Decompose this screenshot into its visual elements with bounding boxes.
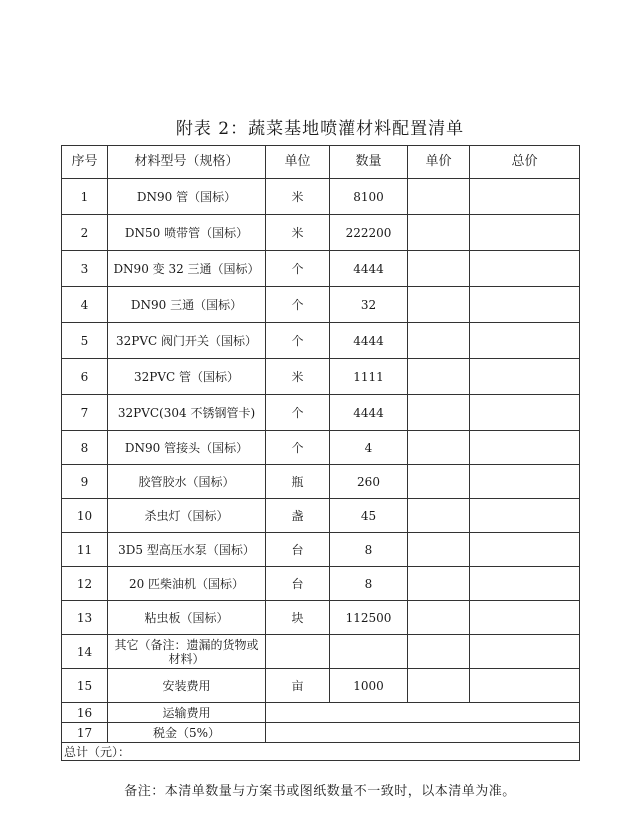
cell-name: DN90 管接头（国标） (108, 431, 266, 465)
table-row (62, 323, 580, 359)
cell-no: 17 (62, 723, 108, 743)
table-row (62, 431, 580, 465)
cell-name: 32PVC 阀门开关（国标） (108, 323, 266, 359)
cell-empty-span (266, 723, 580, 743)
cell-no: 10 (62, 499, 108, 533)
cell-total (470, 359, 580, 395)
cell-name: 杀虫灯（国标） (108, 499, 266, 533)
cell-price (408, 499, 470, 533)
cell-unit: 台 (266, 533, 330, 567)
cell-unit: 米 (266, 179, 330, 215)
table-row (62, 723, 580, 743)
cell-qty: 260 (330, 465, 408, 499)
cell-total (470, 465, 580, 499)
cell-no: 3 (62, 251, 108, 287)
cell-unit: 亩 (266, 669, 330, 703)
cell-unit: 块 (266, 601, 330, 635)
cell-qty: 4444 (330, 395, 408, 431)
cell-name: 粘虫板（国标） (108, 601, 266, 635)
cell-no: 14 (62, 635, 108, 669)
cell-price (408, 669, 470, 703)
cell-price (408, 359, 470, 395)
cell-name: 胶管胶水（国标） (108, 465, 266, 499)
cell-total (470, 499, 580, 533)
cell-unit (266, 635, 330, 669)
total-label: 总计（元）： (62, 743, 580, 761)
header-price: 单价 (408, 146, 470, 179)
table-row (62, 499, 580, 533)
materials-table (61, 145, 580, 761)
table-row (62, 567, 580, 601)
cell-name: DN90 管（国标） (108, 179, 266, 215)
cell-name: DN90 变 32 三通（国标） (108, 251, 266, 287)
table-row (62, 215, 580, 251)
cell-no: 4 (62, 287, 108, 323)
cell-total (470, 179, 580, 215)
cell-no: 11 (62, 533, 108, 567)
header-qty: 数量 (330, 146, 408, 179)
cell-price (408, 601, 470, 635)
cell-price (408, 251, 470, 287)
cell-name: 安装费用 (108, 669, 266, 703)
cell-name: 税金（5%） (108, 723, 266, 743)
table-row (62, 359, 580, 395)
cell-no: 16 (62, 703, 108, 723)
cell-total (470, 395, 580, 431)
cell-no: 7 (62, 395, 108, 431)
header-total: 总价 (470, 146, 580, 179)
cell-qty: 4444 (330, 251, 408, 287)
cell-price (408, 215, 470, 251)
cell-total (470, 323, 580, 359)
cell-price (408, 567, 470, 601)
header-unit: 单位 (266, 146, 330, 179)
cell-qty: 45 (330, 499, 408, 533)
cell-no: 12 (62, 567, 108, 601)
cell-qty: 4 (330, 431, 408, 465)
cell-qty: 4444 (330, 323, 408, 359)
cell-total (470, 287, 580, 323)
cell-qty: 8 (330, 533, 408, 567)
cell-no: 13 (62, 601, 108, 635)
cell-unit: 台 (266, 567, 330, 601)
cell-no: 5 (62, 323, 108, 359)
cell-no: 1 (62, 179, 108, 215)
cell-unit: 个 (266, 287, 330, 323)
table-row (62, 601, 580, 635)
cell-price (408, 323, 470, 359)
cell-qty: 222200 (330, 215, 408, 251)
cell-unit: 个 (266, 251, 330, 287)
total-row (62, 743, 580, 761)
cell-total (470, 567, 580, 601)
cell-unit: 个 (266, 431, 330, 465)
cell-name: DN50 喷带管（国标） (108, 215, 266, 251)
cell-name: 3D5 型高压水泵（国标） (108, 533, 266, 567)
table-row (62, 287, 580, 323)
document-title: 附表 2：蔬菜基地喷灌材料配置清单 (175, 119, 465, 139)
header-no: 序号 (62, 146, 108, 179)
cell-total (470, 215, 580, 251)
cell-empty-span (266, 703, 580, 723)
cell-unit: 米 (266, 215, 330, 251)
table-row (62, 465, 580, 499)
cell-unit: 米 (266, 359, 330, 395)
cell-qty: 32 (330, 287, 408, 323)
cell-total (470, 251, 580, 287)
cell-qty: 1000 (330, 669, 408, 703)
cell-price (408, 287, 470, 323)
cell-qty: 1111 (330, 359, 408, 395)
cell-name: 32PVC 管（国标） (108, 359, 266, 395)
cell-total (470, 669, 580, 703)
cell-no: 9 (62, 465, 108, 499)
cell-qty: 8100 (330, 179, 408, 215)
header-name: 材料型号（规格） (108, 146, 266, 179)
cell-unit: 瓶 (266, 465, 330, 499)
cell-no: 2 (62, 215, 108, 251)
cell-price (408, 431, 470, 465)
cell-price (408, 179, 470, 215)
cell-name: 运输费用 (108, 703, 266, 723)
cell-total (470, 431, 580, 465)
table-row (62, 669, 580, 703)
table-header-row (62, 146, 580, 179)
footnote: 备注：本清单数量与方案书或图纸数量不一致时，以本清单为准。 (124, 784, 516, 799)
table-row (62, 703, 580, 723)
table-row (62, 635, 580, 669)
table-row (62, 395, 580, 431)
table-row (62, 533, 580, 567)
cell-total (470, 533, 580, 567)
cell-price (408, 635, 470, 669)
table-row (62, 251, 580, 287)
cell-no: 6 (62, 359, 108, 395)
cell-unit: 盏 (266, 499, 330, 533)
cell-name: DN90 三通（国标） (108, 287, 266, 323)
cell-name: 20 匹柴油机（国标） (108, 567, 266, 601)
cell-price (408, 465, 470, 499)
cell-unit: 个 (266, 323, 330, 359)
cell-name: 其它（备注：遗漏的货物或材料） (108, 635, 266, 669)
cell-qty (330, 635, 408, 669)
cell-name: 32PVC(304 不锈钢管卡) (108, 395, 266, 431)
cell-no: 15 (62, 669, 108, 703)
cell-unit: 个 (266, 395, 330, 431)
cell-price (408, 395, 470, 431)
table-row (62, 179, 580, 215)
cell-qty: 8 (330, 567, 408, 601)
cell-no: 8 (62, 431, 108, 465)
cell-total (470, 635, 580, 669)
cell-price (408, 533, 470, 567)
cell-qty: 112500 (330, 601, 408, 635)
cell-total (470, 601, 580, 635)
